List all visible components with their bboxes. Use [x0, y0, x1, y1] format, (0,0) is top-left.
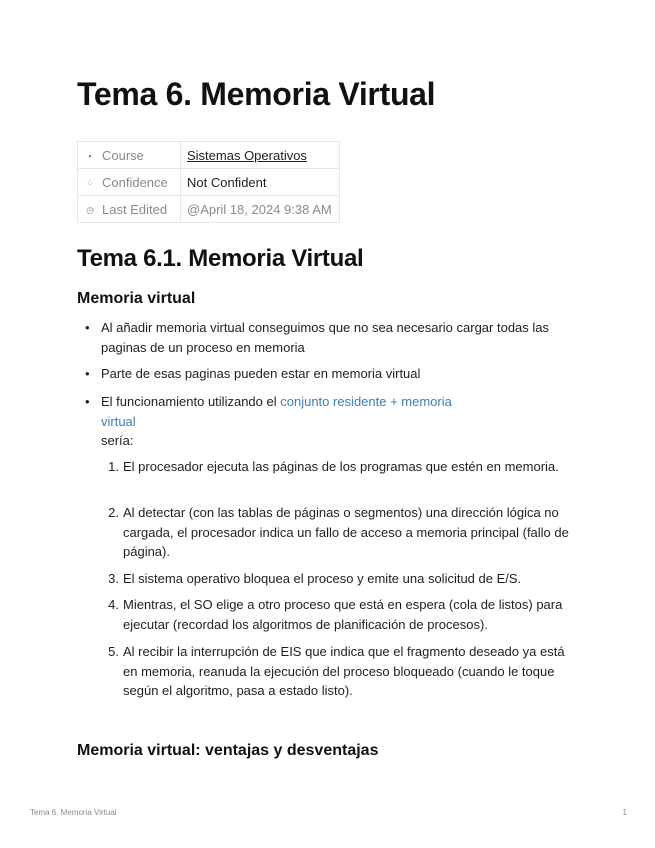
property-key-cell: [78, 142, 181, 169]
property-key: Confidence: [102, 174, 168, 190]
ordered-list-item: [108, 569, 571, 589]
property-row-confidence: [78, 169, 340, 196]
inline-link[interactable]: conjunto residente + memoria virtual: [101, 394, 452, 429]
list-number: 1.: [108, 459, 119, 474]
page-title: Tema 6. Memoria Virtual: [77, 76, 436, 112]
list-item-text: El funcionamiento utilizando el: [101, 394, 281, 409]
list-item-text: El procesador ejecuta las páginas de los programas que estén en memoria.: [123, 459, 559, 474]
list-item: [101, 392, 481, 451]
ordered-list-item: [108, 457, 571, 477]
property-value-cell[interactable]: [181, 169, 340, 196]
property-key-cell: [78, 169, 181, 196]
subheading: Memoria virtual: [77, 290, 196, 307]
course-link[interactable]: Sistemas Operativos: [187, 147, 307, 163]
list-item-text: sería:: [101, 433, 134, 448]
ordered-list-item: [108, 503, 571, 562]
list-item: • Parte de esas paginas pueden estar en memoria virtual: [101, 364, 581, 384]
list-number: 4.: [108, 597, 119, 612]
ordered-list-item: [108, 595, 571, 634]
ordered-list-item: [108, 642, 571, 701]
loading-icon: ⁘: [86, 177, 94, 188]
property-row-course: [78, 142, 340, 169]
property-row-last-edited: [78, 196, 340, 223]
list-item-text: Mientras, el SO elige a otro proceso que está en espera (cola de listos) para ejecutar (recordad los algoritmos de planificación de procesos).: [123, 597, 563, 632]
list-item-text: Al detectar (con las tablas de páginas o segmentos) una dirección lógica no cargada, el procesador indica un fallo de acceso a memoria principal (fallo de página).: [123, 505, 569, 559]
property-value-cell[interactable]: [181, 142, 340, 169]
list-item-text: Al recibir la interrupción de EIS que indica que el fragmento deseado ya está en memoria, reanuda la ejecución del proceso bloqueado (cuando le toque según el algoritmo, pasa a estado listo).: [123, 644, 565, 698]
section-heading: Tema 6.1. Memoria Virtual: [77, 245, 364, 272]
list-number: 3.: [108, 571, 119, 586]
property-key: Course: [102, 147, 144, 163]
confidence-value: Not Confident: [187, 174, 267, 190]
list-item-text: El sistema operativo bloquea el proceso y emite una solicitud de E/S.: [123, 571, 522, 586]
property-key: Last Edited: [102, 201, 168, 217]
clock-icon: ◷: [86, 204, 94, 215]
property-value-cell: [181, 196, 340, 223]
property-key-cell: [78, 196, 181, 223]
properties-table: [77, 141, 340, 223]
last-edited-value: @April 18, 2024 9:38 AM: [187, 201, 332, 217]
footer-title: Tema 6. Memoria Virtual: [30, 808, 117, 817]
page-number: 1: [622, 808, 627, 817]
list-number: 2.: [108, 505, 119, 520]
list-number: 5.: [108, 644, 119, 659]
subheading: Memoria virtual: ventajas y desventajas: [77, 742, 379, 759]
list-item: • Al añadir memoria virtual conseguimos que no sea necesario cargar todas las paginas de un proceso en memoria: [101, 318, 581, 357]
book-icon: ▪: [88, 151, 92, 162]
